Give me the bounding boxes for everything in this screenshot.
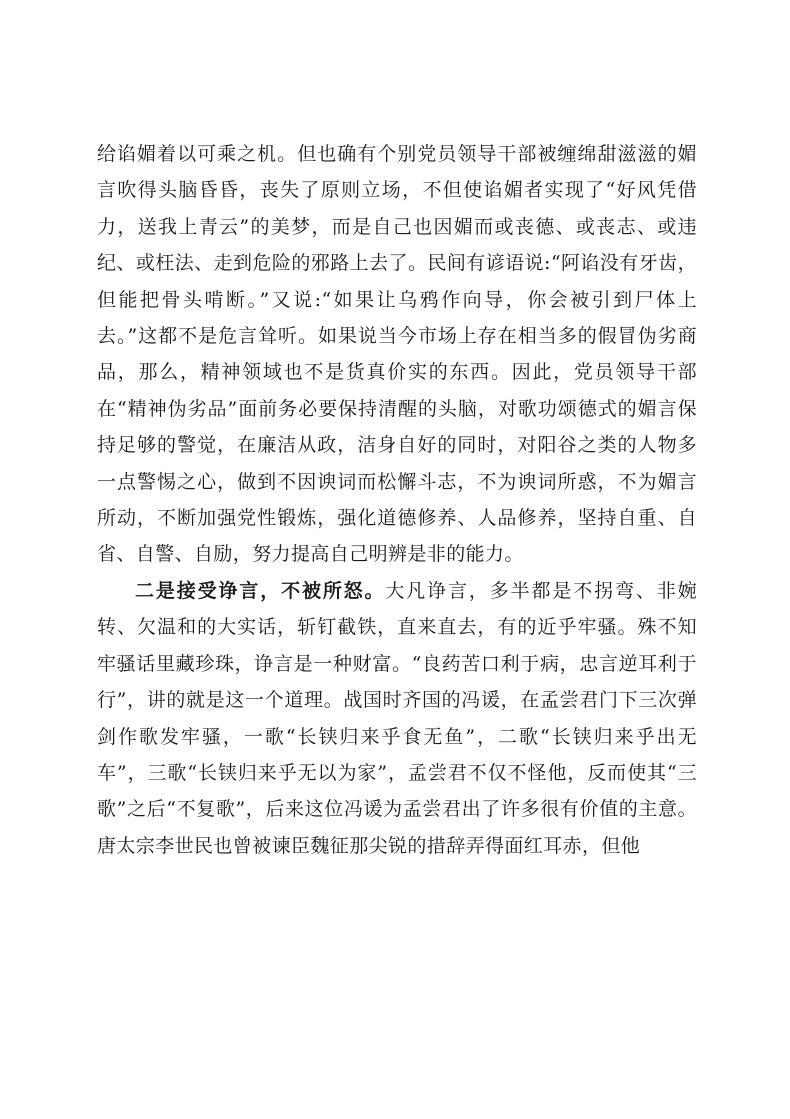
paragraph-2 (97, 573, 697, 864)
paragraph-2-body: 大凡诤言，多半都是不拐弯、非婉转、欠温和的大实话，斩钉截铁，直来直去，有的近乎牢骚。殊不知牢骚话里藏珍珠，诤言是一种财富。“良药苦口利于病，忠言逆耳利于行”，讲的就是这一个道理。战国时齐国的冯谖，在孟尝君门下三次弹剑作歌发牢骚，一歌“长铗归来乎食无鱼”，二歌“长铗归来乎出无车”，三歌“长铗归来乎无以为家”，孟尝君不仅不怪他，反而使其“三歌”之后“不复歌”，后来这位冯谖为孟尝君出了许多很有价值的主意。唐太宗李世民也曾被谏臣魏征那尖锐的措辞弄得面红耳赤，但他 (97, 579, 697, 857)
paragraph-1: 给谄媚着以可乘之机。但也确有个别党员领导干部被缠绵甜滋滋的媚言吹得头脑昏昏，丧失了原则立场，不但使谄媚者实现了“好风凭借力，送我上青云”的美梦，而是自己也因媚而或丧德、或丧志、或违纪、或枉法、走到危险的邪路上去了。民间有谚语说:“阿谄没有牙齿，但能把骨头啃断。”又说:“如果让乌鸦作向导，你会被引到尸体上去。”这都不是危言耸听。如果说当今市场上存在相当多的假冒伪劣商品，那么，精神领域也不是货真价实的东西。因此，党员领导干部在“精神伪劣品”面前务必要保持清醒的头脑，对歌功颂德式的媚言保持足够的警觉，在廉洁从政，洁身自好的同时，对阳谷之类的人物多一点警惕之心，做到不因谀词而松懈斗志，不为谀词所惑，不为媚言所动，不断加强党性锻炼，强化道德修养、人品修养，坚持自重、自省、自警、自励，努力提高自己明辨是非的能力。 (97, 143, 697, 566)
document-body (97, 136, 697, 864)
paragraph-2-heading: 二是接受诤言，不被所怒。 (135, 579, 386, 602)
